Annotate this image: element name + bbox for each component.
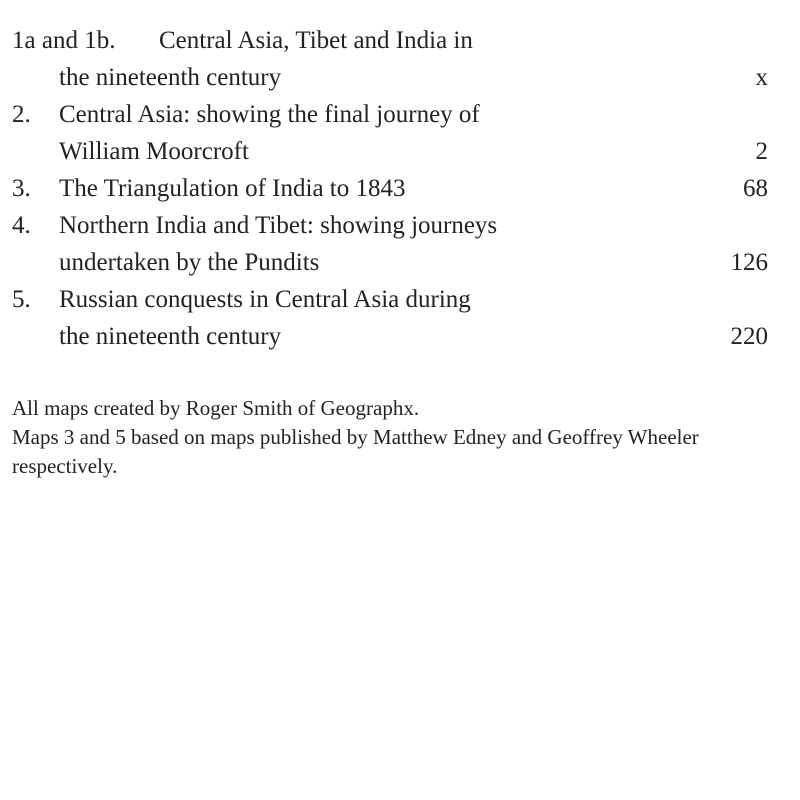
map-entry-line [12,207,768,244]
map-entry-line [12,318,768,355]
map-page-number: 68 [743,175,768,202]
sources-note: Maps 3 and 5 based on maps published by Matthew Edney and Geoffrey Wheeler respectively. [12,425,699,478]
map-title-line-1: Central Asia: showing the final journey of [59,101,480,128]
map-entry-line [12,22,768,59]
map-entry-5 [12,281,768,355]
map-entry-2 [12,96,768,170]
map-page-number: 126 [730,249,768,276]
map-number: 1a and 1b. [12,27,116,54]
map-entry-3 [12,170,768,207]
map-entry-line [12,59,768,96]
map-title-line-2: William Moorcroft [59,138,249,165]
map-entry-4 [12,207,768,281]
map-title-line-1: Central Asia, Tibet and India in [159,27,473,54]
map-credits [12,394,782,481]
map-entry-1 [12,22,768,96]
map-title-line-2: the nineteenth century [59,64,282,91]
map-entry-line [12,281,768,318]
map-entry-line [12,170,768,207]
map-title-line-1: The Triangulation of India to 1843 [59,175,406,202]
map-title-line-2: undertaken by the Pundits [59,249,320,276]
map-title-line-1: Northern India and Tibet: showing journeys [59,212,498,239]
map-number: 5. [12,286,31,313]
map-page-number: 2 [755,138,768,165]
map-number: 3. [12,175,31,202]
map-title-line-2: the nineteenth century [59,323,282,350]
map-number: 2. [12,101,31,128]
list-of-maps [12,22,768,355]
credit-note: All maps created by Roger Smith of Geographx. [12,396,420,420]
map-number: 4. [12,212,31,239]
map-title-line-1: Russian conquests in Central Asia during [59,286,471,313]
map-entry-line [12,244,768,281]
map-page-number: x [755,64,768,91]
map-entry-line [12,96,768,133]
map-page-number: 220 [730,323,768,350]
map-entry-line [12,133,768,170]
